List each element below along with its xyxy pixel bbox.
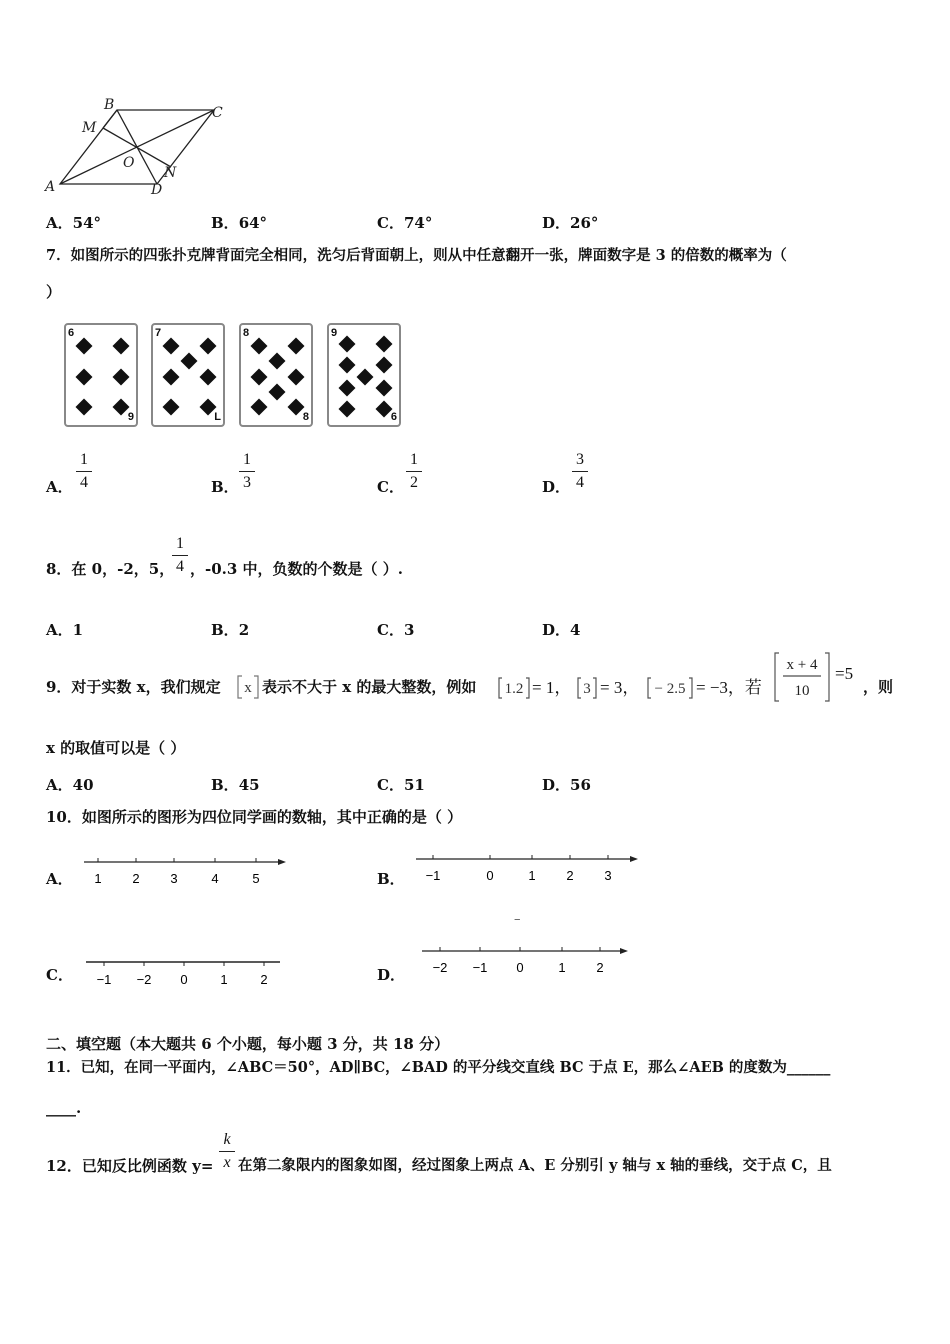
- q7-option-b-letter[interactable]: B．: [211, 478, 239, 496]
- q8-option-a[interactable]: [46, 619, 83, 640]
- option-letter: B．: [211, 621, 239, 639]
- option-letter: B．: [211, 776, 239, 794]
- label-o: O: [123, 155, 135, 171]
- denominator: 2: [410, 474, 418, 491]
- q9-text-p3: ，则: [863, 678, 894, 696]
- option-letter: A．: [46, 621, 73, 639]
- diamond-icon: [339, 401, 356, 418]
- option-letter: B．: [211, 214, 239, 232]
- diamond-icon: [251, 338, 268, 355]
- option-text: 51: [403, 776, 425, 794]
- label-m: M: [82, 120, 97, 136]
- option-text: 2: [238, 621, 250, 639]
- tick-label: 2: [566, 868, 574, 883]
- option-text: 26°: [570, 214, 599, 232]
- denominator: 4: [176, 558, 184, 575]
- denominator: 4: [80, 474, 88, 491]
- numerator: 1: [410, 451, 418, 468]
- number-line-b: [412, 850, 642, 886]
- q12-fraction-k-over-x: [219, 1130, 235, 1173]
- q9-text-p2: 表示不大于 x 的最大整数，例如: [262, 678, 477, 696]
- q9-text-p1: 9．对于实数 x，我们规定: [46, 678, 221, 696]
- tick-label: 4: [211, 871, 219, 886]
- diamond-icon: [339, 357, 356, 374]
- diamond-icon: [376, 357, 393, 374]
- q11-text-line1: 11．已知，在同一平面内，∠ABC＝50°，AD∥BC，∠BAD 的平分线交直线 BC 于点 E，那么∠AEB 的度数为______: [46, 1059, 831, 1076]
- option-text: 1: [72, 621, 84, 639]
- diamond-icon: [251, 399, 268, 416]
- option-text: 3: [403, 621, 415, 639]
- tick-label: −1: [425, 868, 441, 883]
- tick-label: 1: [220, 972, 228, 987]
- diamond-icon: [376, 380, 393, 397]
- q8-option-c[interactable]: [377, 619, 414, 640]
- q9-option-a[interactable]: [46, 774, 94, 795]
- tick-label: −2: [432, 960, 448, 975]
- q9-text-line2: x 的取值可以是（ ）: [46, 739, 186, 757]
- option-letter: D．: [542, 214, 571, 232]
- tick-label: −1: [472, 960, 488, 975]
- q6-option-a[interactable]: [46, 212, 101, 233]
- diamond-icon: [181, 353, 198, 370]
- floor-bracket-neg-2-5: [646, 676, 694, 700]
- card-rank: 8: [243, 327, 250, 339]
- card-rank: 9: [331, 327, 338, 339]
- diamond-icon: [288, 338, 305, 355]
- diamond-icon: [163, 399, 180, 416]
- floor-bracket-x: [236, 674, 260, 700]
- diamond-icon: [357, 369, 374, 386]
- q10-option-d-letter[interactable]: D．: [377, 966, 406, 984]
- q9-eq-2: = 3，: [600, 678, 640, 697]
- diamond-icon: [163, 338, 180, 355]
- q7-option-a-fraction: [76, 450, 92, 493]
- q10-option-b-letter[interactable]: B．: [377, 870, 405, 888]
- diamond-icon: [113, 338, 130, 355]
- label-c: C: [212, 105, 223, 121]
- label-d: D: [151, 182, 163, 198]
- tick-label: 1: [558, 960, 566, 975]
- tick-label: 3: [170, 871, 178, 886]
- card-rank-bottom: 6: [390, 411, 397, 423]
- q9-eq-3: = −3，若: [696, 678, 762, 697]
- tick-label: −1: [96, 972, 112, 987]
- diamond-icon: [376, 336, 393, 353]
- q9-eq-1: = 1，: [532, 678, 572, 697]
- q8-text-before: 8．在 0，-2，5，: [46, 560, 175, 578]
- parallelogram-figure: [40, 95, 240, 200]
- diamond-icon: [163, 369, 180, 386]
- number-line-d: [418, 942, 634, 978]
- diamond-icon: [339, 380, 356, 397]
- q6-option-c[interactable]: [377, 212, 432, 233]
- number-line-a: [80, 852, 290, 888]
- tick-label: 1: [528, 868, 536, 883]
- playing-card-9: [327, 323, 401, 427]
- bracket-content: 3: [583, 681, 591, 697]
- tick-label: 5: [252, 871, 260, 886]
- numerator: 3: [576, 451, 584, 468]
- q7-option-b-fraction: [239, 450, 255, 493]
- tick-label: 0: [516, 960, 524, 975]
- label-n: N: [164, 165, 177, 181]
- floor-bracket-fraction: [773, 651, 831, 703]
- q7-text-line2: ）: [46, 283, 62, 301]
- q6-option-d[interactable]: [542, 212, 598, 233]
- floor-bracket-1-2: [497, 676, 531, 700]
- q9-option-b[interactable]: [211, 774, 260, 795]
- segment-mn: [103, 128, 171, 167]
- diamond-icon: [76, 369, 93, 386]
- q9-option-c[interactable]: [377, 774, 425, 795]
- q12-text-after: 在第二象限内的图象如图，经过图象上两点 A、E 分别引 y 轴与 x 轴的垂线，交于点 C，且: [238, 1157, 832, 1174]
- card-rank: 6: [68, 327, 75, 339]
- playing-card-6: [64, 323, 138, 427]
- q8-text-after: ，-0.3 中，负数的个数是（ ）.: [190, 560, 403, 578]
- q12-text-before: 12．已知反比例函数 y=: [46, 1157, 214, 1175]
- diamond-icon: [288, 369, 305, 386]
- tick-label: 1: [94, 871, 102, 886]
- option-text: 54°: [72, 214, 102, 232]
- card-rank-bottom: 8: [302, 411, 309, 423]
- q8-fraction: [172, 534, 188, 577]
- denominator: 3: [243, 474, 251, 491]
- denominator: 4: [576, 474, 584, 491]
- bracket-content: x: [244, 680, 252, 696]
- numerator: k: [223, 1131, 231, 1148]
- q9-option-d[interactable]: [542, 774, 591, 795]
- diamond-icon: [269, 384, 286, 401]
- playing-card-8: [239, 323, 313, 427]
- tick-label: 2: [596, 960, 604, 975]
- tick-label: 0: [180, 972, 188, 987]
- q7-option-c-letter[interactable]: C．: [377, 478, 404, 496]
- tick-label: 2: [132, 871, 140, 886]
- bracket-content: 1.2: [504, 681, 524, 697]
- option-letter: A．: [46, 776, 73, 794]
- stray-mark: –: [514, 912, 521, 927]
- option-letter: D．: [542, 621, 571, 639]
- option-text: 4: [570, 621, 581, 639]
- option-letter: C．: [377, 621, 404, 639]
- numerator: 1: [176, 535, 184, 552]
- q8-option-d[interactable]: [542, 619, 580, 640]
- section-2-title: 二、填空题（本大题共 6 个小题，每小题 3 分，共 18 分）: [46, 1035, 450, 1053]
- option-letter: A．: [46, 214, 73, 232]
- q7-text-line1: 7．如图所示的四张扑克牌背面完全相同，洗匀后背面朝上，则从中任意翻开一张，牌面数字是 3 的倍数的概率为（: [46, 247, 787, 264]
- q7-option-d-letter[interactable]: D．: [542, 478, 571, 496]
- q7-option-d-fraction: [572, 450, 588, 493]
- tick-label: 0: [486, 868, 494, 883]
- option-letter: D．: [542, 776, 571, 794]
- option-text: 40: [72, 776, 94, 794]
- q10-option-c-letter[interactable]: C．: [46, 966, 73, 984]
- q9-eq-4: =5: [835, 664, 854, 683]
- diamond-icon: [200, 338, 217, 355]
- q7-option-a-letter[interactable]: A．: [46, 478, 73, 496]
- diamond-icon: [251, 369, 268, 386]
- diamond-icon: [269, 353, 286, 370]
- diamond-icon: [76, 338, 93, 355]
- fraction-denominator: 10: [794, 683, 810, 699]
- diamond-icon: [113, 369, 130, 386]
- option-text: 45: [238, 776, 260, 794]
- q10-option-a-letter[interactable]: A．: [46, 870, 73, 888]
- diamond-icon: [76, 399, 93, 416]
- option-text: 64°: [238, 214, 268, 232]
- numerator: 1: [80, 451, 88, 468]
- card-rank-bottom: L: [214, 411, 221, 423]
- denominator: x: [223, 1154, 231, 1171]
- q10-text: 10．如图所示的图形为四位同学画的数轴，其中正确的是（ ）: [46, 808, 463, 826]
- q6-option-b[interactable]: [211, 212, 267, 233]
- option-letter: C．: [377, 776, 404, 794]
- numerator: 1: [243, 451, 251, 468]
- tick-label: −2: [136, 972, 152, 987]
- option-text: 56: [570, 776, 591, 794]
- diamond-icon: [200, 369, 217, 386]
- label-b: B: [104, 97, 115, 113]
- floor-bracket-3: [576, 676, 598, 700]
- q8-option-b[interactable]: [211, 619, 249, 640]
- label-a: A: [45, 179, 56, 195]
- fraction-numerator: x + 4: [786, 657, 818, 673]
- option-text: 74°: [403, 214, 433, 232]
- number-line-c: [84, 954, 284, 990]
- option-letter: C．: [377, 214, 404, 232]
- playing-card-7: [151, 323, 225, 427]
- bracket-content: − 2.5: [654, 681, 686, 697]
- diamond-icon: [339, 336, 356, 353]
- tick-label: 2: [260, 972, 268, 987]
- card-rank: 7: [155, 327, 162, 339]
- tick-label: 3: [604, 868, 612, 883]
- q7-option-c-fraction: [406, 450, 422, 493]
- card-rank-bottom: 9: [127, 411, 134, 423]
- q11-text-line2: ____.: [46, 1099, 82, 1117]
